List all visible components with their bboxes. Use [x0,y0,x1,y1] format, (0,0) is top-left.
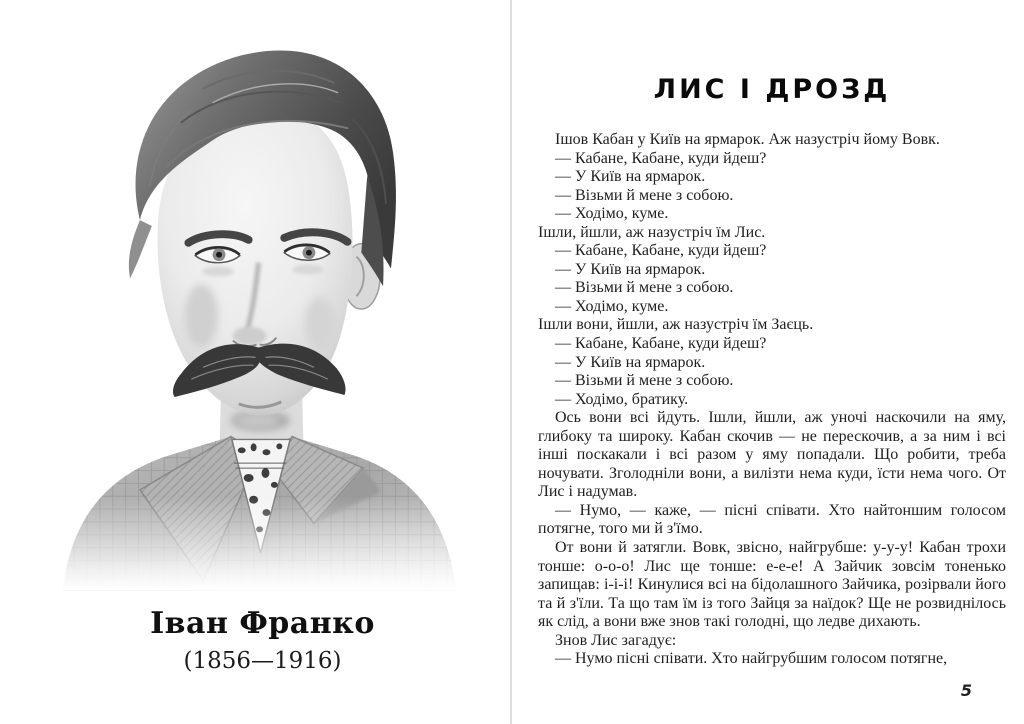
story-paragraph: Ішли вони, йшли, аж назустріч їм Заєць. [538,316,814,334]
story-paragraph: Ішли, йшли, аж назустріч їм Лис. [538,223,766,241]
story-paragraph: — Кабане, Кабане, куди йдеш? [555,242,767,260]
story-title: ЛИС І ДРОЗД [653,74,891,105]
portrait-caption-name: Іван Франко [150,606,375,641]
story-paragraph: — Візьми й мене з собою. [555,279,734,297]
story-paragraph: — У Київ на ярмарок. [555,353,706,371]
story-paragraph: Ось вони всі йдуть. Ішли, йшли, аж уночі наскочили на яму, глибоку та широку. Кабан скочив — не перескочив, а за ним і всі інші поскакали і всі разом у яму попадали. Що робити, треба ночувати. Зголодніли вони, а вилізти нема куди, їсти нема чого. От Лис і надумав. [538,409,1006,501]
story-paragraph: — Ходімо, куме. [555,297,669,315]
story-text [538,131,1006,669]
story-paragraph: — У Київ на ярмарок. [555,260,706,278]
story-paragraph: — Кабане, Кабане, куди йдеш? [555,149,767,167]
story-paragraph: — У Київ на ярмарок. [555,168,706,186]
page-number: 5 [960,681,972,700]
ivan-franko-portrait-illustration [55,24,470,594]
left-page [0,0,510,724]
portrait-svg [55,24,470,594]
story-paragraph: — Візьми й мене з собою. [555,186,734,204]
right-page [512,0,1024,724]
story-paragraph: От вони й затягли. Вовк, звісно, найгрубше: у-у-у! Кабан трохи тонше: о-о-о! Лис ще тонше: е-е-е! А Зайчик зовсім тоненько запищав: і-і-і! Кинулися всі на бідолашного Зайчика, розірвали його та й з'їли. Та що там їм із того Зайця за наїдок? Ще не розвиднілось як слід, а вони вже знов такі голодні, що ледве дихають. [538,539,1006,631]
story-paragraph: — Кабане, Кабане, куди йдеш? [555,335,767,353]
story-paragraph: — Ходімо, братику. [555,390,689,408]
story-paragraph: Знов Лис загадує: [555,631,677,649]
story-paragraph: Ішов Кабан у Київ на ярмарок. Аж назустріч йому Вовк. [555,131,940,148]
story-paragraph: — Ходімо, куме. [555,205,669,223]
story-paragraph: — Нумо пісні співати. Хто найгрубшим голосом потягне, [555,650,948,668]
story-paragraph: — Нумо, — каже, — пісні співати. Хто найтоншим голосом потягне, того ми й з'їмо. [538,501,1006,538]
portrait-caption-years: (1856—1916) [183,648,342,674]
story-paragraph: — Візьми й мене з собою. [555,372,734,390]
